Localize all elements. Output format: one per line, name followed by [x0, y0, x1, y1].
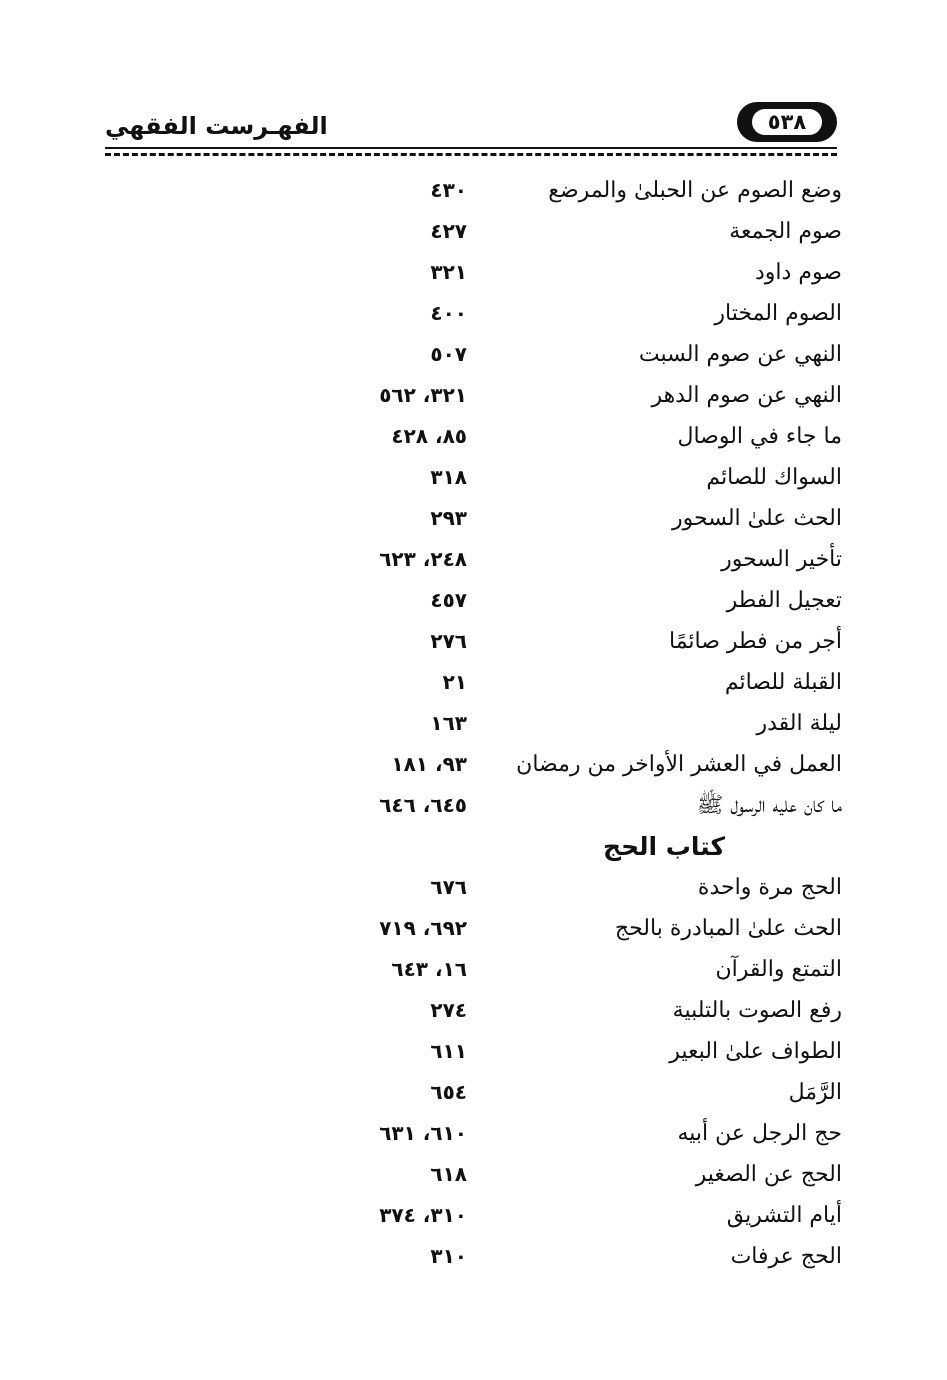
entry-pages: ٤٠٠ — [430, 301, 467, 325]
entry-pages: ٢٧٦ — [430, 629, 467, 653]
page-number: ٥٣٨ — [752, 109, 822, 135]
entry-pages: ٦٥٤ — [430, 1080, 467, 1104]
index-entry — [0, 1072, 947, 1113]
entry-pages: ٣١٠ — [430, 1244, 467, 1268]
entry-topic: الحج مرة واحدة — [697, 875, 842, 900]
entry-topic: الحج عرفات — [730, 1244, 842, 1269]
entry-topic: ما جاء في الوصال — [677, 424, 842, 449]
index-entry — [0, 1031, 947, 1072]
entry-pages: ٤٣٠ — [430, 178, 467, 202]
index-entry — [0, 170, 947, 211]
header-dashed-rule — [105, 153, 837, 156]
entry-topic: السواك للصائم — [706, 465, 842, 490]
entry-topic: أجر من فطر صائمًا — [669, 629, 842, 654]
index-entry — [0, 662, 947, 703]
entry-topic: رفع الصوت بالتلبية — [672, 998, 842, 1023]
index-entry — [0, 580, 947, 621]
entry-pages: ٤٥٧ — [430, 588, 467, 612]
entry-topic: الحج عن الصغير — [695, 1162, 842, 1187]
entry-pages: ٢٩٣ — [430, 506, 467, 530]
index-entries — [0, 170, 947, 1277]
entry-pages: ٦٧٦ — [430, 875, 467, 899]
index-entry — [0, 1113, 947, 1154]
entry-topic: ليلة القدر — [756, 711, 842, 736]
entry-pages: ٢٧٤ — [430, 998, 467, 1022]
index-entry — [0, 416, 947, 457]
index-entry — [0, 211, 947, 252]
entry-pages: ٣٢١، ٥٦٢ — [379, 383, 467, 407]
entry-pages: ١٦، ٦٤٣ — [391, 957, 467, 981]
index-entry — [0, 785, 947, 826]
entry-pages: ٦١٨ — [430, 1162, 467, 1186]
entry-pages: ٦١١ — [430, 1039, 467, 1063]
entry-pages: ٩٣، ١٨١ — [391, 752, 467, 776]
index-entry — [0, 539, 947, 580]
running-title: الفهـرست الفقهي — [105, 112, 328, 140]
entry-pages: ٦٩٢، ٧١٩ — [379, 916, 467, 940]
entry-topic: ما كان عليه الرسول ﷺ — [696, 793, 842, 818]
entry-topic: الرَّمَل — [788, 1080, 842, 1105]
index-entry — [0, 1154, 947, 1195]
entry-topic: صوم داود — [755, 260, 842, 285]
index-entry — [0, 1195, 947, 1236]
entry-pages: ٦٤٥، ٦٤٦ — [379, 793, 467, 817]
entry-topic: القبلة للصائم — [724, 670, 842, 695]
index-entry — [0, 744, 947, 785]
index-entry — [0, 1236, 947, 1277]
entry-pages: ٣١٠، ٣٧٤ — [379, 1203, 467, 1227]
entry-pages: ٥٠٧ — [430, 342, 467, 366]
entry-topic: حج الرجل عن أبيه — [677, 1121, 842, 1146]
index-entry — [0, 703, 947, 744]
index-entry — [0, 334, 947, 375]
entry-pages: ٨٥، ٤٢٨ — [391, 424, 467, 448]
index-entry — [0, 621, 947, 662]
entry-pages: ٣٢١ — [430, 260, 467, 284]
index-entry — [0, 498, 947, 539]
header-rule — [105, 147, 837, 149]
index-entry — [0, 867, 947, 908]
index-entry — [0, 457, 947, 498]
entry-topic: العمل في العشر الأواخر من رمضان — [516, 752, 842, 777]
entry-pages: ٦١٠، ٦٣١ — [379, 1121, 467, 1145]
section-heading-row — [0, 826, 947, 867]
index-entry — [0, 293, 947, 334]
entry-topic: وضع الصوم عن الحبلىٰ والمرضع — [548, 178, 842, 203]
entry-topic: أيام التشريق — [726, 1203, 842, 1228]
entry-topic: النهي عن صوم الدهر — [651, 383, 842, 408]
entry-topic: تعجيل الفطر — [726, 588, 842, 613]
index-entry — [0, 908, 947, 949]
entry-pages: ٣١٨ — [430, 465, 467, 489]
page-number-badge — [737, 102, 837, 142]
entry-topic: الحث علىٰ السحور — [672, 506, 842, 531]
entry-topic: تأخير السحور — [721, 547, 842, 572]
entry-topic: الصوم المختار — [714, 301, 842, 326]
entry-pages: ٢٤٨، ٦٢٣ — [379, 547, 467, 571]
entry-topic: صوم الجمعة — [729, 219, 842, 244]
index-entry — [0, 990, 947, 1031]
index-entry — [0, 375, 947, 416]
entry-topic: التمتع والقرآن — [715, 957, 842, 982]
entry-topic: الحث علىٰ المبادرة بالحج — [614, 916, 842, 941]
index-entry — [0, 252, 947, 293]
index-entry — [0, 949, 947, 990]
entry-pages: ٢١ — [442, 670, 467, 694]
entry-pages: ٤٢٧ — [430, 219, 467, 243]
section-title: كتاب الحج — [603, 832, 725, 861]
entry-topic: النهي عن صوم السبت — [638, 342, 842, 367]
entry-pages: ١٦٣ — [430, 711, 467, 735]
entry-topic: الطواف علىٰ البعير — [669, 1039, 842, 1064]
